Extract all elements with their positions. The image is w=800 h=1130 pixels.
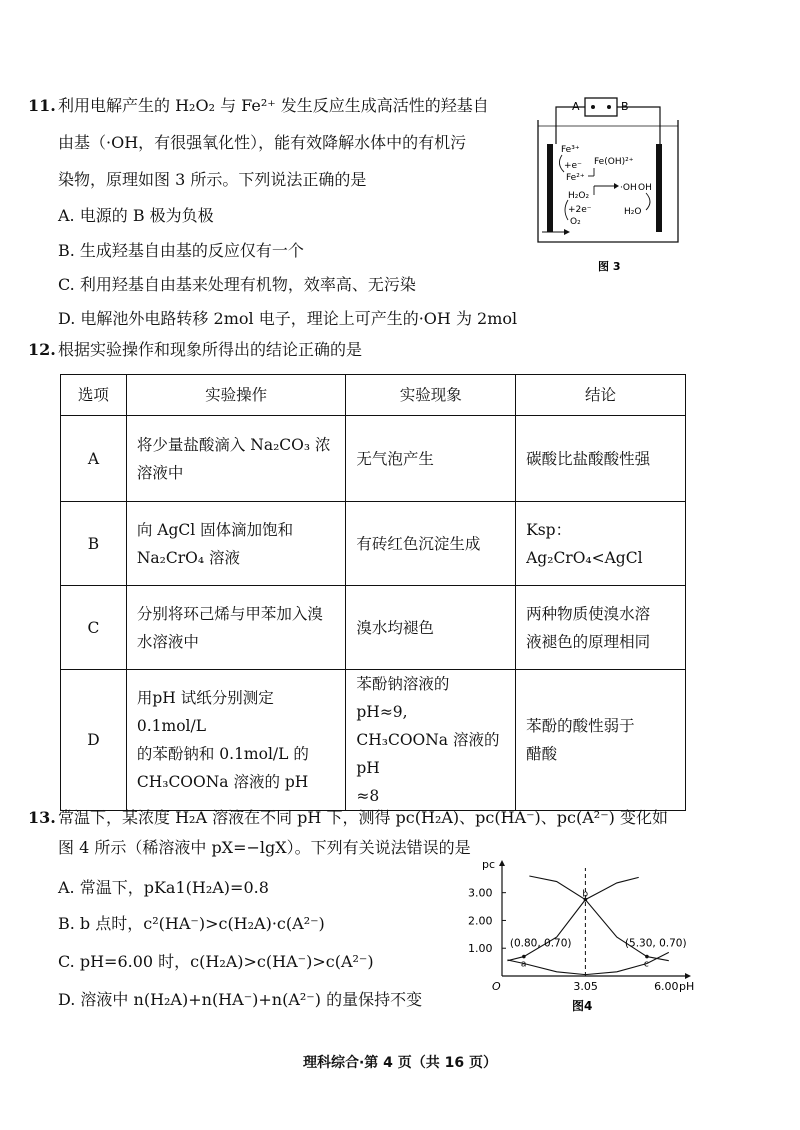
row-operation: 将少量盐酸滴入 Na₂CO₃ 浓 溶液中 bbox=[126, 416, 346, 502]
x-axis-label: pH bbox=[679, 980, 695, 993]
terminal-a-label: A bbox=[572, 100, 580, 113]
species-oh-radical: ·OH bbox=[620, 183, 637, 193]
point-c bbox=[645, 955, 649, 959]
option-b[interactable]: B. 生成羟基自由基的反应仅有一个 bbox=[58, 241, 304, 260]
question-stem-line: 利用电解产生的 H₂O₂ 与 Fe²⁺ 发生反应生成高活性的羟基自 bbox=[58, 96, 489, 115]
y-tick-label: 2.00 bbox=[468, 914, 493, 928]
y-axis-label: pc bbox=[482, 858, 496, 871]
row-phenomenon: 无气泡产生 bbox=[346, 416, 516, 502]
question-number: 12. bbox=[28, 340, 56, 359]
row-option[interactable]: B bbox=[61, 502, 127, 586]
row-operation: 向 AgCl 固体滴加饱和 Na₂CrO₄ 溶液 bbox=[126, 502, 346, 586]
row-option[interactable]: C bbox=[61, 586, 127, 670]
option-a[interactable]: A. 电源的 B 极为负极 bbox=[58, 206, 214, 225]
row-conclusion: 苯酚的酸性弱于 醋酸 bbox=[516, 670, 686, 811]
table-row bbox=[61, 670, 686, 811]
header-option: 选项 bbox=[61, 375, 127, 416]
row-phenomenon: 苯酚钠溶液的 pH≈9, CH₃COONa 溶液的 pH ≈8 bbox=[346, 670, 516, 811]
question-stem-line: 常温下，某浓度 H₂A 溶液在不同 pH 下，测得 pc(H₂A)、pc(HA⁻)、pc(A²⁻) 变化如 bbox=[58, 808, 668, 827]
question-stem-line: 染物，原理如图 3 所示。下列说法正确的是 bbox=[58, 170, 367, 189]
species-h2o: H₂O bbox=[624, 207, 642, 217]
header-operation: 实验操作 bbox=[126, 375, 346, 416]
figure-4-caption: 图4 bbox=[572, 999, 593, 1013]
header-conclusion: 结论 bbox=[516, 375, 686, 416]
point-coord-c: (5.30, 0.70) bbox=[624, 937, 687, 950]
y-axis-arrow bbox=[499, 860, 505, 866]
point-label-a: a bbox=[520, 959, 527, 970]
row-conclusion: Ksp：Ag₂CrO₄<AgCl bbox=[516, 502, 686, 586]
page-footer: 理科综合·第 4 页（共 16 页） bbox=[302, 1055, 498, 1071]
x-tick-label: 3.05 bbox=[573, 980, 598, 993]
option-c[interactable]: C. 利用羟基自由基来处理有机物，效率高、无污染 bbox=[58, 275, 416, 294]
point-coord-a: (0.80, 0.70) bbox=[509, 937, 572, 950]
question-number: 11. bbox=[28, 96, 56, 115]
species-fe2: Fe²⁺ bbox=[566, 173, 585, 183]
option-c[interactable]: C. pH=6.00 时，c(H₂A)>c(HA⁻)>c(A²⁻) bbox=[58, 952, 374, 971]
question-stem-line: 图 4 所示（稀溶液中 pX=−lgX）。下列有关说法错误的是 bbox=[58, 838, 471, 857]
option-a[interactable]: A. 常温下，pKa1(H₂A)=0.8 bbox=[58, 878, 269, 897]
table-row bbox=[61, 502, 686, 586]
species-fe3: Fe³⁺ bbox=[561, 145, 580, 155]
row-phenomenon: 有砖红色沉淀生成 bbox=[346, 502, 516, 586]
x-tick-label: 6.00 bbox=[654, 980, 679, 993]
row-operation: 分别将环己烯与甲苯加入溴 水溶液中 bbox=[126, 586, 346, 670]
species-o2: O₂ bbox=[570, 217, 581, 227]
terminal-b-label: B bbox=[621, 100, 629, 113]
option-d[interactable]: D. 溶液中 n(H₂A)+n(HA⁻)+n(A²⁻) 的量保持不变 bbox=[58, 990, 423, 1009]
row-operation: 用pH 试纸分别测定 0.1mol/L 的苯酚钠和 0.1mol/L 的 CH₃COONa 溶液的 pH bbox=[126, 670, 346, 811]
experiment-table bbox=[60, 374, 686, 811]
figure-3-electrolysis-cell bbox=[528, 92, 698, 277]
anode-electrode bbox=[656, 144, 662, 232]
species-h2o2: H₂O₂ bbox=[568, 191, 590, 201]
point-label-b: b bbox=[582, 889, 589, 900]
option-b[interactable]: B. b 点时，c²(HA⁻)>c(H₂A)·c(A²⁻) bbox=[58, 914, 325, 933]
x-axis-arrow bbox=[685, 973, 691, 979]
question-number: 13. bbox=[28, 808, 56, 827]
y-tick-label: 1.00 bbox=[468, 942, 493, 956]
figure-3-caption: 图 3 bbox=[598, 260, 621, 273]
species-2electron: +2e⁻ bbox=[568, 205, 592, 215]
row-conclusion: 碳酸比盐酸酸性强 bbox=[516, 416, 686, 502]
row-conclusion: 两种物质使溴水溶 液褪色的原理相同 bbox=[516, 586, 686, 670]
question-stem-line: 根据实验操作和现象所得出的结论正确的是 bbox=[58, 340, 363, 359]
species-electron: +e⁻ bbox=[564, 161, 582, 171]
point-a bbox=[522, 955, 526, 959]
point-label-c: c bbox=[643, 959, 649, 970]
row-option[interactable]: D bbox=[61, 670, 127, 811]
question-stem-line: 由基（·OH，有很强氧化性），能有效降解水体中的有机污 bbox=[58, 133, 467, 152]
header-phenomenon: 实验现象 bbox=[346, 375, 516, 416]
table-row bbox=[61, 586, 686, 670]
species-feoh: Fe(OH)²⁺ bbox=[594, 157, 634, 167]
option-d[interactable]: D. 电解池外电路转移 2mol 电子，理论上可产生的·OH 为 2mol bbox=[58, 309, 518, 328]
row-phenomenon: 溴水均褪色 bbox=[346, 586, 516, 670]
y-tick-label: 3.00 bbox=[468, 886, 493, 900]
table-header-row bbox=[61, 375, 686, 416]
row-option[interactable]: A bbox=[61, 416, 127, 502]
origin-label: O bbox=[492, 980, 501, 993]
figure-4-chart bbox=[462, 858, 695, 1018]
table-row bbox=[61, 416, 686, 502]
cathode-electrode bbox=[547, 144, 553, 232]
species-oh: OH bbox=[638, 183, 652, 193]
